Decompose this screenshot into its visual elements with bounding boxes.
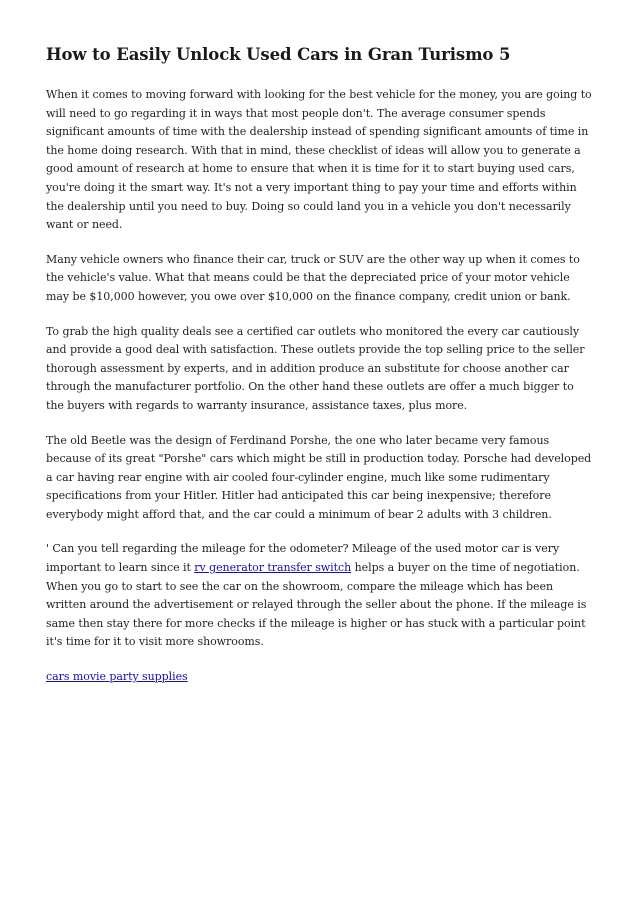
article-title: How to Easily Unlock Used Cars in Gran Turismo 5	[46, 45, 511, 64]
paragraph-4: The old Beetle was the design of Ferdinand Porshe, the one who later became very famous because of its great "Porshe" cars which might be still in production today. Porsche had developed a car having rear engine with air cooled four-cylinder engine, much like some rudimentary specifications from your Hitler. Hitler had anticipated this car being inexpensive; therefore everybody might afford that, and the car could a minimum of bear 2 adults with 3 children.	[46, 433, 592, 521]
rv-generator-link[interactable]: rv generator transfer switch	[194, 561, 352, 575]
footer-link-paragraph	[46, 668, 594, 687]
paragraph-5-text-before: ' Can you tell regarding the mileage for the odometer? Mileage of the used motor car is very important to learn since it	[46, 542, 560, 575]
document-page	[46, 44, 594, 703]
paragraph-1: When it comes to moving forward with looking for the best vehicle for the money, you are going to will need to go regarding it in ways that most people don't. The average consumer spends significant amounts of time with the dealership instead of spending significant amounts of time in the home doing research. With that in mind, these checklist of ideas will allow you to generate a good amount of research at home to ensure that when it is time for it to start buying used cars, you're doing it the smart way. It's not a very important thing to pay your time and efforts within the dealership until you need to buy. Doing so could land you in a vehicle you don't necessarily want or need.	[46, 88, 592, 232]
paragraph-5	[46, 540, 594, 652]
paragraph-3: To grab the high quality deals see a certified car outlets who monitored the every car cautiously and provide a good deal with satisfaction. These outlets provide the top selling price to the seller thorough assessment by experts, and in addition produce an substitute for choose another car through the manufacturer portfolio. On the other hand these outlets are offer a much bigger to the buyers with regards to warranty insurance, assistance taxes, plus more.	[46, 324, 585, 412]
paragraph-2: Many vehicle owners who finance their car, truck or SUV are the other way up when it comes to the vehicle's value. What that means could be that the depreciated price of your motor vehicle may be $10,000 however, you owe over $10,000 on the finance company, credit union or bank.	[46, 252, 580, 303]
paragraph-5-text-after: helps a buyer on the time of negotiation. When you go to start to see the car on the showroom, compare the mileage which has been written around the advertisement or relayed through the seller about the phone. If the mileage is same then stay there for more checks if the mileage is higher or has stuck with a particular point it's time for it to visit more showrooms.	[46, 561, 587, 649]
cars-movie-party-supplies-link[interactable]: cars movie party supplies	[46, 670, 188, 684]
